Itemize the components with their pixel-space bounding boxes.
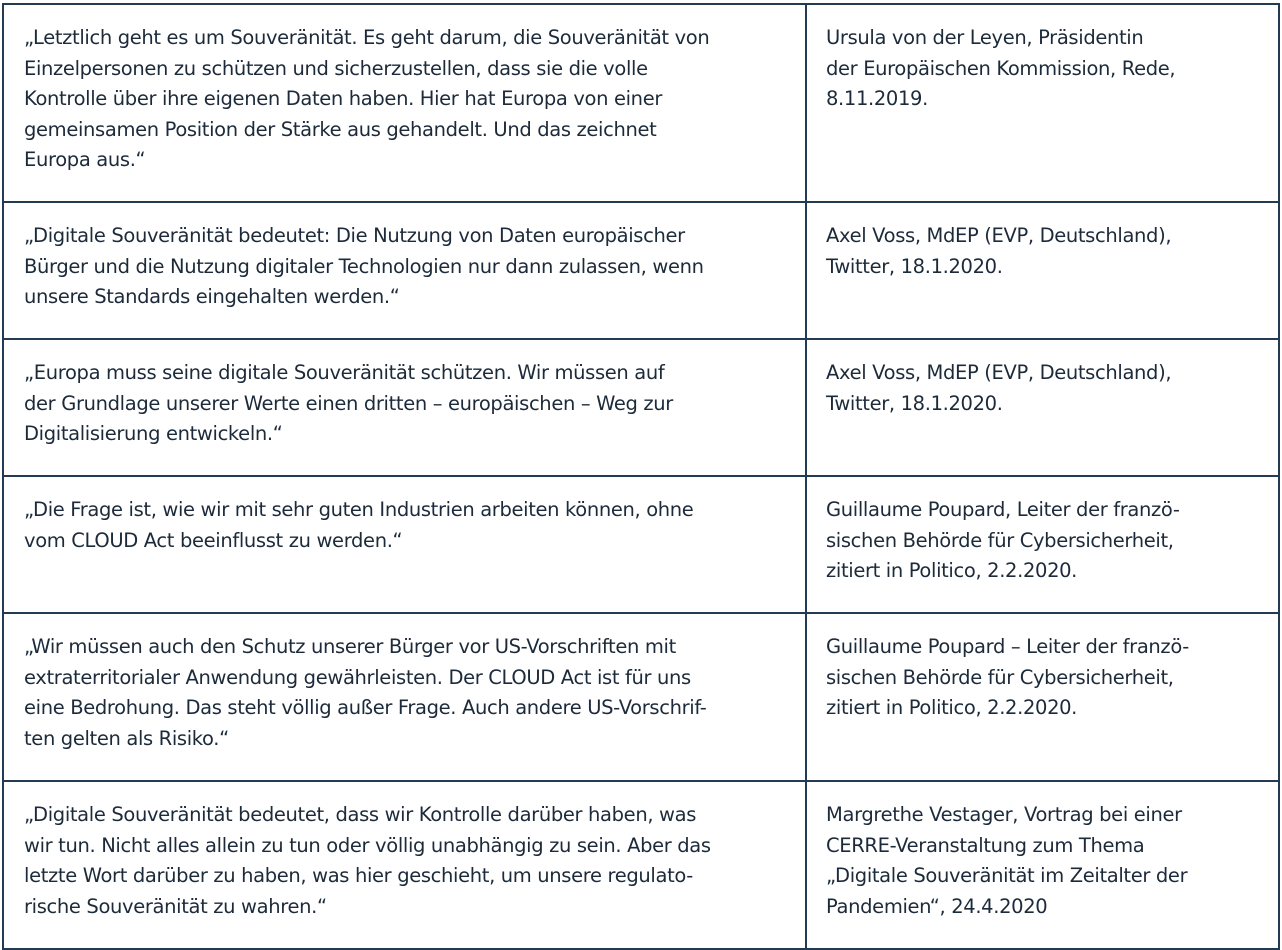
source-cell: Ursula von der Leyen, Präsidentin der Europäischen Kommission, Rede, 8.11.2019. <box>806 4 1279 202</box>
table-row <box>3 202 1279 339</box>
quote-cell: „Digitale Souveränität bedeutet: Die Nutzung von Daten europäischer Bürger und die Nutzung digitaler Technologien nur dann zulassen, wenn unsere Standards eingehalten werden.“ <box>3 202 806 339</box>
source-cell: Margrethe Vestager, Vortrag bei einer CERRE-Veranstaltung zum Thema „Digitale Souveränität im Zeitalter der Pandemien“, 24.4.2020 <box>806 781 1279 949</box>
source-cell: Axel Voss, MdEP (EVP, Deutschland), Twitter, 18.1.2020. <box>806 202 1279 339</box>
table-row <box>3 781 1279 949</box>
table-row <box>3 4 1279 202</box>
table-row <box>3 339 1279 476</box>
quote-cell: „Europa muss seine digitale Souveränität schützen. Wir müssen auf der Grundlage unserer Werte einen dritten – europäischen – Weg zur Digitalisierung entwickeln.“ <box>3 339 806 476</box>
table-row <box>3 613 1279 781</box>
quote-cell: „Die Frage ist, wie wir mit sehr guten Industrien arbeiten können, ohne vom CLOUD Act beeinflusst zu werden.“ <box>3 476 806 613</box>
source-cell: Axel Voss, MdEP (EVP, Deutschland), Twitter, 18.1.2020. <box>806 339 1279 476</box>
source-cell: Guillaume Poupard, Leiter der franzö- sischen Behörde für Cybersicherheit, zitiert in Politico, 2.2.2020. <box>806 476 1279 613</box>
source-cell: Guillaume Poupard – Leiter der franzö- sischen Behörde für Cybersicherheit, zitiert in Politico, 2.2.2020. <box>806 613 1279 781</box>
quote-cell: „Letztlich geht es um Souveränität. Es geht darum, die Souveränität von Einzelpersonen zu schützen und sicherzustellen, dass sie die volle Kontrolle über ihre eigenen Daten haben. Hier hat Europa von einer gemeinsamen Position der Stärke aus gehandelt. Und das zeichnet Europa aus.“ <box>3 4 806 202</box>
quote-cell: „Digitale Souveränität bedeutet, dass wir Kontrolle darüber haben, was wir tun. Nicht alles allein zu tun oder völlig unabhängig zu sein. Aber das letzte Wort darüber zu haben, was hier geschieht, um unsere regulato- rische Souveränität zu wahren.“ <box>3 781 806 949</box>
table-row <box>3 476 1279 613</box>
quotes-table <box>2 3 1280 950</box>
quote-cell: „Wir müssen auch den Schutz unserer Bürger vor US-Vorschriften mit extraterritorialer Anwendung gewährleisten. Der CLOUD Act ist für uns eine Bedrohung. Das steht völlig außer Frage. Auch andere US-Vorschrif- ten gelten als Risiko.“ <box>3 613 806 781</box>
